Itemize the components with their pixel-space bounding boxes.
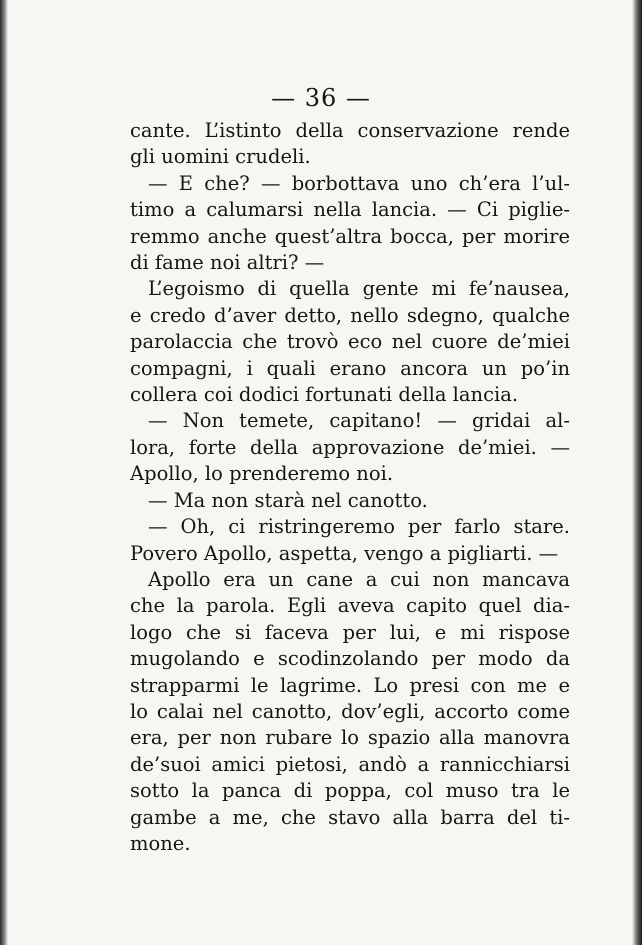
text-line: Apollo, lo prenderemo noi. — [130, 462, 394, 486]
text-line: mone. — [130, 831, 191, 855]
text-line: gambe a me, che stavo alla barra del ti- — [130, 805, 570, 829]
text-line: — Ma non starà nel canotto. — [148, 488, 428, 512]
text-line: L’egoismo di quella gente mi fe’nausea, — [148, 277, 570, 301]
body-text — [130, 118, 570, 857]
text-line: lora, forte della approvazione de’miei. — — [130, 435, 570, 459]
page-number: — 36 — — [271, 84, 371, 112]
page-edge-shadow — [632, 0, 642, 945]
text-line: compagni, i quali erano ancora un po’in — [130, 356, 570, 380]
text-line: e credo d’aver detto, nello sdegno, qualche — [130, 303, 570, 327]
text-line: strapparmi le lagrime. Lo presi con me e — [130, 673, 570, 697]
text-line: de’suoi amici pietosi, andò a rannicchiarsi — [130, 752, 570, 776]
text-line: Apollo era un cane a cui non mancava — [148, 567, 570, 591]
text-line: mugolando e scodinzolando per modo da — [130, 647, 570, 671]
text-line: sotto la panca di poppa, col muso tra le — [130, 779, 570, 803]
text-line: lo calai nel canotto, dov’egli, accorto come — [130, 699, 570, 723]
text-line: che la parola. Egli aveva capito quel dia- — [130, 594, 570, 618]
text-line: Povero Apollo, aspetta, vengo a pigliarti. — — [130, 541, 559, 565]
text-line: era, per non rubare lo spazio alla manovra — [130, 726, 570, 750]
text-line: logo che si faceva per lui, e mi rispose — [130, 620, 570, 644]
text-line: — Non temete, capitano! — gridai al- — [148, 409, 570, 433]
text-line: remmo anche quest’altra bocca, per morire — [130, 224, 570, 248]
page-gutter-shadow — [0, 0, 8, 945]
text-line: di fame noi altri? — — [130, 251, 325, 275]
text-line: cante. L’istinto della conservazione rende — [130, 119, 570, 142]
text-line: gli uomini crudeli. — [130, 145, 311, 169]
text-line: timo a calumarsi nella lancia. — Ci piglie- — [130, 198, 570, 222]
text-line: — E che? — borbottava uno ch’era l’ul- — [148, 171, 570, 195]
text-line: collera coi dodici fortunati della lancia. — [130, 383, 519, 407]
text-line: — Oh, ci ristringeremo per farlo stare. — [148, 515, 570, 539]
text-line: parolaccia che trovò eco nel cuore de’miei — [130, 330, 570, 354]
